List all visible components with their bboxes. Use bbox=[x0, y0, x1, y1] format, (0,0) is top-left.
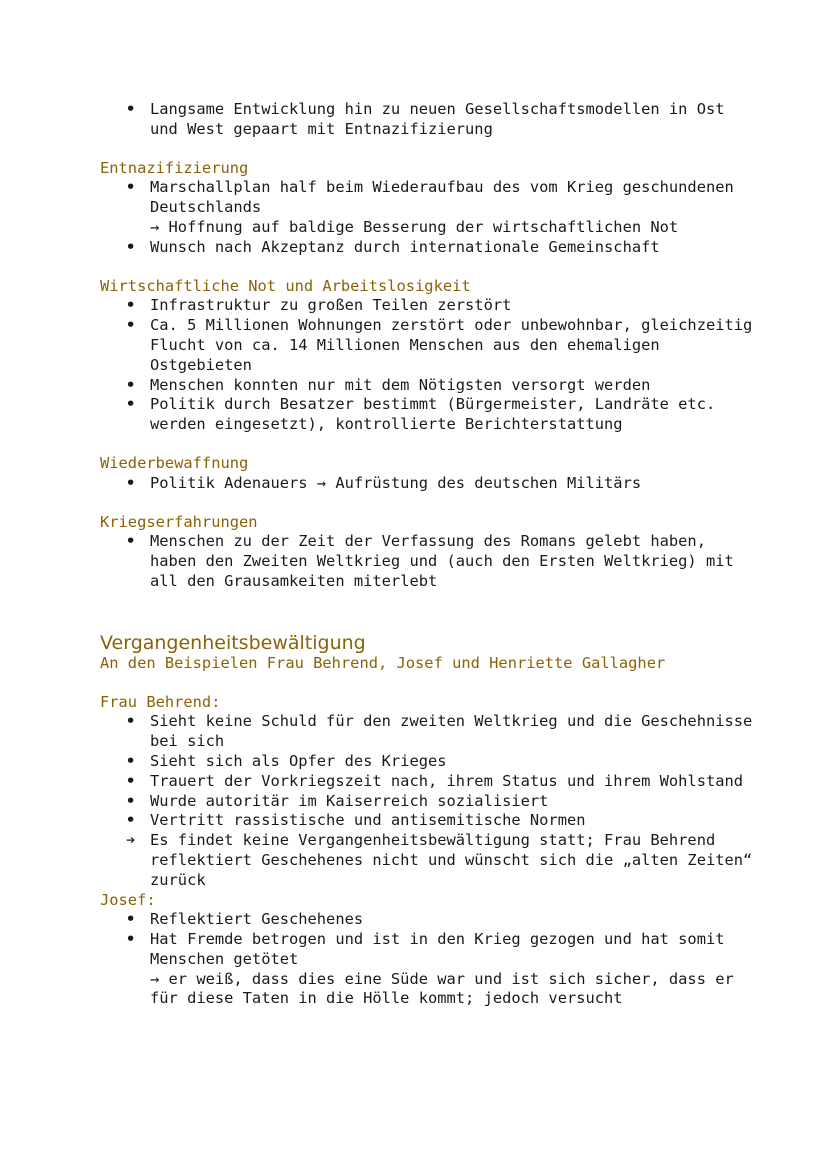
not-list bbox=[100, 296, 760, 435]
list-item bbox=[100, 792, 760, 812]
list-item-text: Politik durch Besatzer bestimmt (Bürgermeister, Landräte etc. werden eingesetzt), kontrollierte Berichterstattung bbox=[150, 395, 716, 434]
list-item-text: Menschen konnten nur mit dem Nötigsten versorgt werden bbox=[150, 375, 651, 394]
list-item-subtext: → Hoffnung auf baldige Besserung der wirtschaftlichen Not bbox=[150, 217, 679, 236]
bullet-icon: • bbox=[126, 178, 136, 197]
behrend-list bbox=[100, 712, 760, 890]
list-item bbox=[100, 178, 760, 237]
list-item bbox=[100, 772, 760, 792]
bullet-icon: • bbox=[126, 375, 136, 394]
list-item bbox=[100, 100, 760, 140]
list-item-text: Sieht sich als Opfer des Krieges bbox=[150, 751, 447, 770]
list-item-text: Menschen zu der Zeit der Verfassung des Romans gelebt haben, haben den Zweiten Weltkrieg und (auch den Ersten Weltkrieg) mit all den Grausamkeiten miterlebt bbox=[150, 532, 734, 590]
list-item-text: Es findet keine Vergangenheitsbewältigung statt; Frau Behrend reflektiert Geschehenes nicht und wünscht sich die „alten Zeiten“ zurück bbox=[150, 831, 753, 889]
list-item-text: Marschallplan half beim Wiederaufbau des vom Krieg geschundenen Deutschlands bbox=[150, 178, 734, 217]
list-item-text: Vertritt rassistische und antisemitische Normen bbox=[150, 811, 586, 830]
list-item bbox=[100, 910, 760, 930]
bullet-icon: • bbox=[126, 811, 136, 830]
list-item-text: Infrastruktur zu großen Teilen zerstört bbox=[150, 296, 512, 315]
list-item-text: Trauert der Vorkriegszeit nach, ihrem Status und ihrem Wohlstand bbox=[150, 771, 744, 790]
bullet-icon: • bbox=[126, 910, 136, 929]
bullet-icon: • bbox=[126, 751, 136, 770]
list-item-text: Langsame Entwicklung hin zu neuen Gesellschaftsmodellen in Ost und West gepaart mit Entnazifizierung bbox=[150, 100, 725, 138]
list-item bbox=[100, 831, 760, 890]
list-item-text: Ca. 5 Millionen Wohnungen zerstört oder unbewohnbar, gleichzeitig Flucht von ca. 14 Millionen Menschen aus den ehemaligen Ostgebieten bbox=[150, 316, 753, 374]
list-item bbox=[100, 238, 760, 258]
list-item-text: Wunsch nach Akzeptanz durch internationale Gemeinschaft bbox=[150, 237, 660, 256]
list-item bbox=[100, 712, 760, 752]
section-subheading-vergangenheit: An den Beispielen Frau Behrend, Josef und Henriette Gallagher bbox=[100, 653, 666, 672]
bullet-icon: • bbox=[126, 473, 136, 492]
bullet-icon: • bbox=[126, 930, 136, 949]
list-item bbox=[100, 474, 760, 494]
bullet-icon: • bbox=[126, 316, 136, 335]
section-heading-vergangenheit: Vergangenheitsbewältigung bbox=[100, 631, 366, 654]
section-heading-behrend: Frau Behrend: bbox=[100, 692, 221, 711]
list-item-subtext: → er weiß, dass dies eine Süde war und ist sich sicher, dass er für diese Taten in die Hölle kommt; jedoch versucht bbox=[150, 969, 734, 1008]
list-item-text: Wurde autoritär im Kaiserreich sozialisiert bbox=[150, 791, 549, 810]
list-item-text: Reflektiert Geschehenes bbox=[150, 910, 364, 929]
list-item bbox=[100, 316, 760, 375]
list-item bbox=[100, 296, 760, 316]
list-item-text: Sieht keine Schuld für den zweiten Weltkrieg und die Geschehnisse bei sich bbox=[150, 712, 753, 751]
josef-list bbox=[100, 910, 760, 1009]
arrow-right-icon: ➔ bbox=[126, 831, 136, 850]
bullet-icon: • bbox=[126, 791, 136, 810]
bullet-icon: • bbox=[126, 237, 136, 256]
section-heading-not: Wirtschaftliche Not und Arbeitslosigkeit bbox=[100, 276, 471, 295]
entnazifizierung-list bbox=[100, 178, 760, 257]
bullet-icon: • bbox=[126, 100, 136, 118]
list-item bbox=[100, 752, 760, 772]
list-item-text: Hat Fremde betrogen und ist in den Krieg gezogen und hat somit Menschen getötet bbox=[150, 930, 725, 968]
list-item bbox=[100, 395, 760, 435]
list-item-text: Politik Adenauers → Aufrüstung des deutschen Militärs bbox=[150, 473, 642, 492]
list-item bbox=[100, 811, 760, 831]
list-item bbox=[100, 532, 760, 591]
bullet-icon: • bbox=[126, 771, 136, 790]
section-heading-entnazifizierung: Entnazifizierung bbox=[100, 158, 249, 177]
section-heading-kriegserfahrungen: Kriegserfahrungen bbox=[100, 512, 258, 531]
bullet-icon: • bbox=[126, 532, 136, 551]
section-heading-josef: Josef: bbox=[100, 890, 156, 909]
intro-list bbox=[100, 100, 760, 140]
document-page bbox=[100, 100, 760, 1009]
kriegserfahrungen-list bbox=[100, 532, 760, 591]
list-item bbox=[100, 930, 760, 1009]
bullet-icon: • bbox=[126, 712, 136, 731]
list-item bbox=[100, 376, 760, 396]
wiederbewaffnung-list bbox=[100, 474, 760, 494]
section-heading-wiederbewaffnung: Wiederbewaffnung bbox=[100, 453, 249, 472]
bullet-icon: • bbox=[126, 395, 136, 414]
bullet-icon: • bbox=[126, 296, 136, 315]
